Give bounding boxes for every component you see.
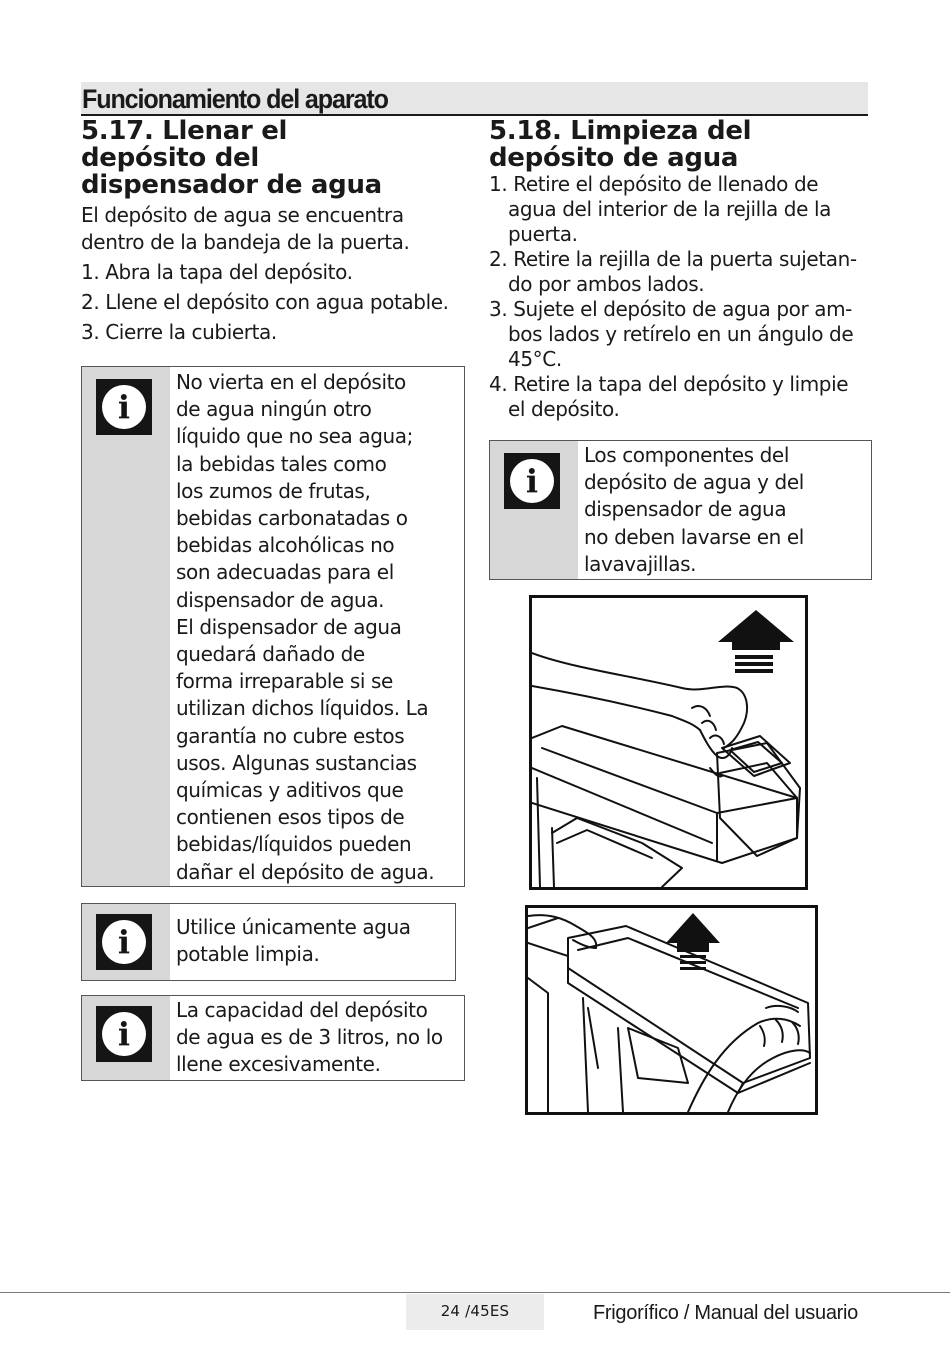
note-line: No vierta en el depósito xyxy=(176,370,406,394)
note-line: bebidas alcohólicas no xyxy=(176,533,395,558)
info-note-liquids xyxy=(81,366,465,887)
note-line: quedará dañado de xyxy=(176,642,365,667)
illustration-remove-tank xyxy=(532,598,805,887)
step-line: el depósito. xyxy=(508,397,620,421)
note-icon-column xyxy=(82,367,170,886)
note-text xyxy=(170,904,415,980)
note-line: llene excesivamente. xyxy=(176,1052,381,1077)
up-arrow-icon xyxy=(718,610,794,673)
footer-divider xyxy=(0,1292,950,1293)
list-item xyxy=(489,172,873,247)
note-line: químicas y aditivos que xyxy=(176,778,404,803)
step-line: 2. Retire la rejilla de la puerta sujetan- xyxy=(489,247,857,271)
info-note-potable-water xyxy=(81,903,456,981)
list-item xyxy=(489,372,873,422)
list-item: 2. Llene el depósito con agua potable. xyxy=(81,290,449,314)
title-line: depósito de agua xyxy=(489,143,739,173)
note-line: dañar el depósito de agua. xyxy=(176,859,435,884)
note-line: los zumos de frutas, xyxy=(176,478,371,503)
note-line: la bebidas tales como xyxy=(176,451,387,476)
note-line: potable limpia. xyxy=(176,942,320,967)
info-icon: i xyxy=(504,453,560,509)
info-note-capacity xyxy=(81,995,465,1081)
note-text xyxy=(170,367,438,886)
note-line: de agua es de 3 litros, no lo xyxy=(176,1025,443,1050)
step-line: 45°C. xyxy=(508,347,562,371)
note-line: no deben lavarse en el xyxy=(584,524,804,549)
step-line: agua del interior de la rejilla de la xyxy=(508,197,831,221)
note-icon-column xyxy=(490,441,578,579)
note-line: bebidas carbonatadas o xyxy=(176,506,408,531)
fill-steps-list xyxy=(81,257,466,347)
info-icon: i xyxy=(96,379,152,435)
note-line: son adecuadas para el xyxy=(176,560,394,585)
section-5-17-title xyxy=(81,118,466,199)
list-item: 3. Cierre la cubierta. xyxy=(81,320,277,344)
note-line: Los componentes del xyxy=(584,443,789,467)
title-line: 5.18. Limpieza del xyxy=(489,116,752,146)
note-line: utilizan dichos líquidos. La xyxy=(176,696,429,721)
figure-remove-door-rack xyxy=(525,905,818,1115)
cleaning-steps-list xyxy=(489,172,873,422)
note-line: contienen esos tipos de xyxy=(176,805,405,830)
note-line: dispensador de agua xyxy=(584,497,787,522)
note-line: usos. Algunas sustancias xyxy=(176,750,417,775)
title-line: dispensador de agua xyxy=(81,170,382,200)
title-line: 5.17. Llenar el xyxy=(81,116,288,146)
note-line: dispensador de agua. xyxy=(176,587,385,612)
section-header-bar xyxy=(81,82,868,116)
note-line: La capacidad del depósito xyxy=(176,998,428,1022)
step-line: 3. Sujete el depósito de agua por am- xyxy=(489,297,853,321)
step-line: 4. Retire la tapa del depósito y limpie xyxy=(489,372,849,396)
note-line: lavavajillas. xyxy=(584,551,697,576)
figure-remove-tank xyxy=(529,595,808,890)
info-icon: i xyxy=(96,1006,152,1062)
note-line: depósito de agua y del xyxy=(584,470,804,495)
note-line: bebidas/líquidos pueden xyxy=(176,832,412,857)
right-column xyxy=(489,118,873,422)
note-line: El dispensador de agua xyxy=(176,614,402,639)
section-header-title: Funcionamiento del aparato xyxy=(82,84,388,114)
note-text xyxy=(170,996,447,1080)
step-line: 1. Retire el depósito de llenado de xyxy=(489,172,819,196)
note-line: líquido que no sea agua; xyxy=(176,424,413,449)
left-column xyxy=(81,118,466,347)
step-line: bos lados y retírelo en un ángulo de xyxy=(508,322,854,346)
note-icon-column xyxy=(82,996,170,1080)
info-note-dishwasher xyxy=(489,440,872,580)
intro-paragraph: El depósito de agua se encuentra dentro de la bandeja de la puerta. xyxy=(81,203,410,254)
note-line: garantía no cubre estos xyxy=(176,723,405,748)
section-5-18-title xyxy=(489,118,873,172)
info-icon: i xyxy=(96,914,152,970)
note-text xyxy=(578,441,808,579)
note-line: de agua ningún otro xyxy=(176,397,372,422)
step-line: do por ambos lados. xyxy=(508,272,705,296)
note-line: Utilice únicamente agua xyxy=(176,915,411,939)
list-item xyxy=(489,247,873,297)
step-line: puerta. xyxy=(508,222,578,246)
note-line: forma irreparable si se xyxy=(176,669,393,694)
title-line: depósito del xyxy=(81,143,260,173)
page-number: 24 /45ES xyxy=(406,1294,544,1330)
list-item: 1. Abra la tapa del depósito. xyxy=(81,260,353,284)
note-icon-column xyxy=(82,904,170,980)
illustration-remove-door-rack xyxy=(528,908,815,1112)
list-item xyxy=(489,297,873,372)
footer-document-title: Frigorífico / Manual del usuario xyxy=(593,1302,858,1324)
